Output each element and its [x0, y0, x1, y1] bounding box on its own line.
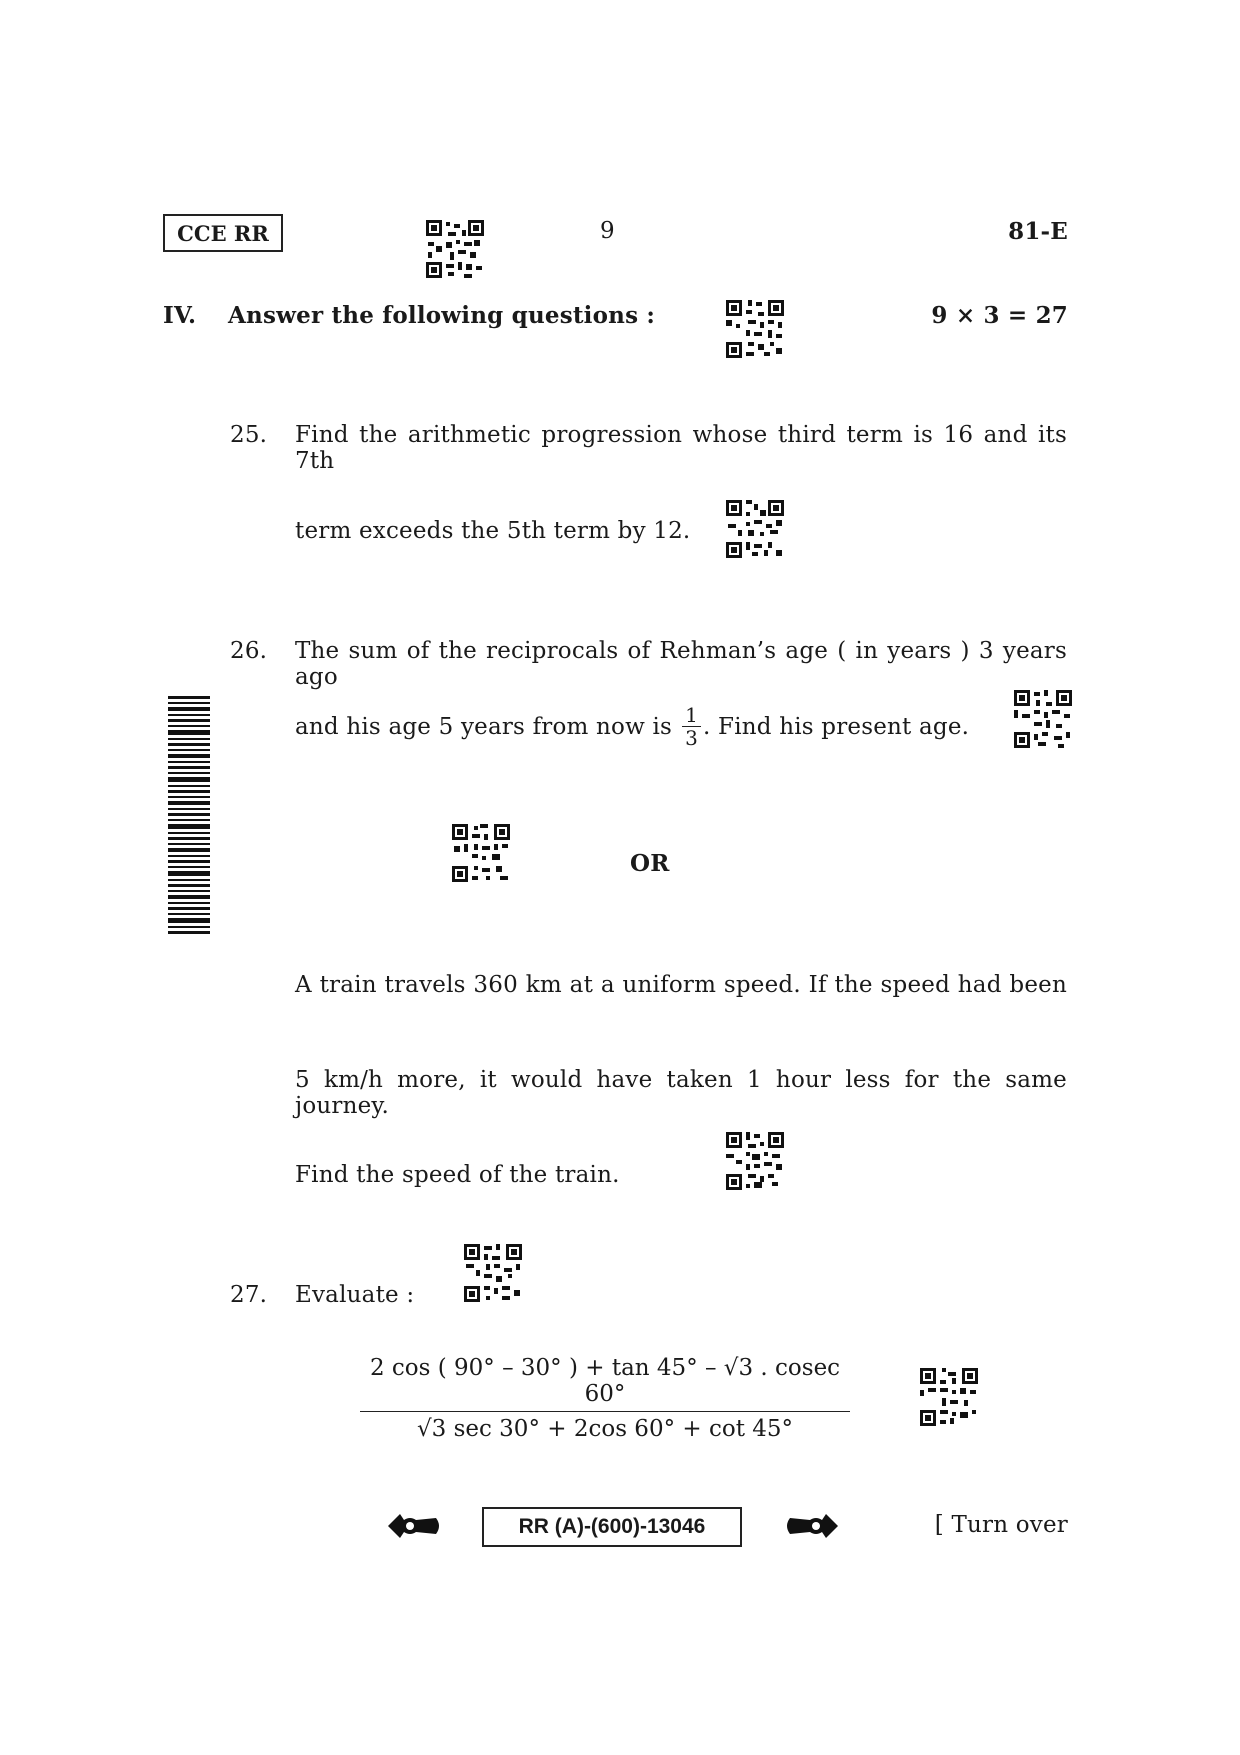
question-number: 26. [230, 638, 268, 664]
qr-code-icon [724, 1130, 786, 1192]
section-title: Answer the following questions : [228, 302, 656, 329]
fraction-denominator: 3 [685, 726, 699, 750]
question-text: Find the arithmetic progression whose third term is 16 and its 7th [295, 422, 1067, 474]
fraction-numerator: 1 [682, 704, 701, 727]
barcode-icon [168, 696, 210, 936]
question-text: term exceeds the 5th term by 12. [295, 518, 691, 544]
question-text-with-fraction [295, 704, 969, 749]
or-separator: OR [630, 850, 670, 877]
qr-code-icon [918, 1366, 980, 1428]
qr-code-icon [724, 498, 786, 560]
question-text: 5 km/h more, it would have taken 1 hour less for the same journey. [295, 1067, 1067, 1119]
expression-denominator: √3 sec 30° + 2cos 60° + cot 45° [416, 1416, 794, 1442]
fraction-bar [360, 1411, 850, 1412]
section-marks: 9 × 3 = 27 [931, 302, 1068, 329]
question-text: Find the speed of the train. [295, 1162, 620, 1188]
exam-code-box [163, 214, 283, 252]
section-number: IV. [163, 302, 197, 329]
decorative-right-ornament-icon [784, 1508, 840, 1544]
question-text: The sum of the reciprocals of Rehman’s age ( in years ) 3 years ago [295, 638, 1067, 690]
qr-code-icon [462, 1242, 524, 1304]
qr-code-icon [450, 822, 512, 884]
question-label: Evaluate : [295, 1282, 415, 1308]
page-number: 9 [600, 218, 615, 244]
qr-code-icon [1012, 688, 1074, 750]
decorative-left-ornament-icon [386, 1508, 442, 1544]
exam-code: CCE RR [177, 220, 269, 246]
question-text: and his age 5 years from now is [295, 713, 673, 740]
qr-code-icon [724, 298, 786, 360]
trig-expression [360, 1355, 850, 1442]
expression-numerator: 2 cos ( 90° – 30° ) + tan 45° – √3 . cosec 60° [369, 1355, 841, 1407]
question-text: A train travels 360 km at a uniform speed. If the speed had been [295, 972, 1067, 998]
qr-code-icon [424, 218, 486, 280]
turn-over-note: [ Turn over [934, 1512, 1068, 1538]
question-number: 27. [230, 1282, 268, 1308]
footer-code: RR (A)-(600)-13046 [518, 1515, 706, 1538]
question-text: . Find his present age. [703, 713, 970, 740]
paper-code: 81-E [1008, 218, 1068, 245]
question-number: 25. [230, 422, 268, 448]
fraction [682, 704, 701, 749]
footer-code-box [482, 1507, 742, 1547]
